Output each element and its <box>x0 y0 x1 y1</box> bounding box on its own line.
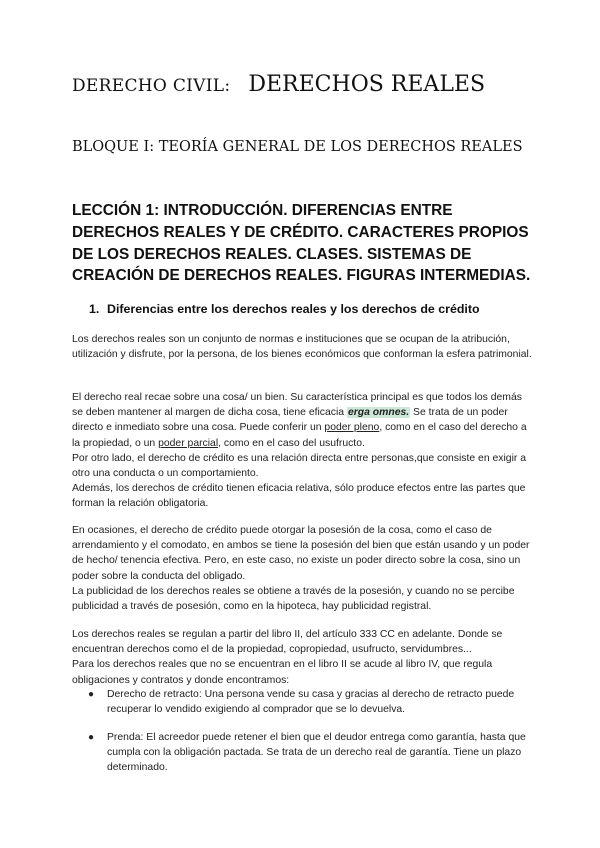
lesson-heading: LECCIÓN 1: INTRODUCCIÓN. DIFERENCIAS ENTRE DERECHOS REALES Y DE CRÉDITO. CARACTERES PROPIOS DE LOS DERECHOS REALES. CLASES. SISTEMAS DE CREACIÓN DE DERECHOS REALES. FIGURAS INTERMEDIAS. <box>72 202 531 285</box>
text-run: La publicidad de los derechos reales se obtiene a través de la posesión, y cuando no se percibe publicidad a través de posesión, como en la hipoteca, hay publicidad registral. <box>72 585 515 613</box>
text-run: , como en el caso del derecho a la propiedad, o un <box>72 422 527 449</box>
text-run: como en el caso del usufructo. <box>221 437 365 449</box>
list-item <box>72 730 542 776</box>
paragraph-regulacion <box>72 627 532 688</box>
section-number: 1. <box>89 302 100 316</box>
text-run: Además, los derechos de crédito tienen eficacia relativa, sólo produce efectos entre las partes que forman la relación obligatoria. <box>72 483 526 510</box>
text-run: Los derechos reales se regulan a partir del libro II, del artículo 333 CC en adelante. Donde se encuentran derechos como el de la propiedad, copropiedad, usufructo, servidumbres... <box>72 629 503 656</box>
text-run: En ocasiones, el derecho de crédito puede otorgar la posesión de la cosa, como el caso de arrendamiento y el comodato, en ambos se tiene la posesión del bien que están usando y un poder de hecho/ tenencia efectiva. Pero, en este caso, no existe un poder directo sobre la cosa, sino un poder sobre la conducta del obligado. <box>72 525 530 582</box>
bullet-list <box>72 687 542 717</box>
bullet-list <box>72 730 542 776</box>
text-run: Se trata de un poder directo e inmediato sobre una cosa. Puede conferir un <box>72 407 508 434</box>
text-run: El derecho real recae sobre una cosa/ un bien. Su característica principal es que todos los demás se deben mantener al margen de dicha cosa, tiene eficacia <box>72 392 522 419</box>
paragraph-intro: Los derechos reales son un conjunto de normas e instituciones que se ocupan de la atribución, utilización y disfrute, por la persona, de los bienes económicos que conforman la esfera patrimonial. <box>72 334 532 361</box>
bullet-icon: ● <box>88 732 95 743</box>
section-heading <box>89 302 549 316</box>
underlined-poder-parcial: poder parcial, <box>158 437 222 449</box>
document-title <box>72 72 552 97</box>
list-item-text: Derecho de retracto: Una persona vende su casa y gracias al derecho de retracto puede recuperar lo vendido exigiendo al comprador que se lo devuelva. <box>107 689 515 716</box>
section-title: Diferencias entre los derechos reales y los derechos de crédito <box>107 302 480 316</box>
list-item <box>72 687 542 717</box>
paragraph-derecho-real <box>72 390 532 512</box>
text-run: Para los derechos reales que no se encuentran en el libro II se acude al libro IV, que regula obligaciones y contratos y donde encontramos: <box>72 659 493 686</box>
underlined-poder-pleno: poder pleno <box>324 422 380 434</box>
highlight-erga-omnes: erga omnes. <box>347 407 410 419</box>
list-item-text: Prenda: El acreedor puede retener el bien que el deudor entrega como garantía, hasta que cumpla con la obligación pactada. Se trata de un derecho real de garantía. Tiene un plazo determinado. <box>107 732 526 774</box>
title-subject: DERECHO CIVIL: <box>72 76 231 96</box>
text-run: Por otro lado, el derecho de crédito es una relación directa entre personas,que consiste en exigir a otro una conducta o un comportamiento. <box>72 452 526 480</box>
paragraph-posesion <box>72 523 532 614</box>
title-topic: DERECHOS REALES <box>248 72 486 97</box>
block-heading: BLOQUE I: TEORÍA GENERAL DE LOS DERECHOS REALES <box>72 139 523 155</box>
bullet-icon: ● <box>88 689 95 700</box>
